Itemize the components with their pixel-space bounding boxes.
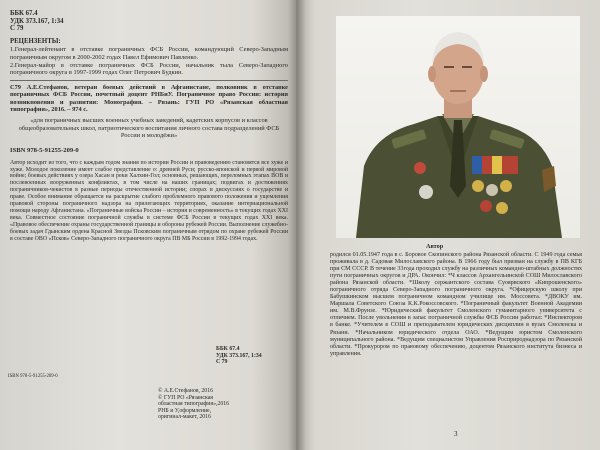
reviewer-1: 1.Генерал-лейтенант в отставке пограничных ФСБ России, командующий Северо-Западным пограничным округом в 2000-2002 годах Павел Ефимович Павленко.	[10, 46, 288, 61]
right-page	[296, 0, 600, 450]
page-number: 3	[454, 430, 458, 438]
book-gutter	[288, 0, 306, 450]
footer-isbn: ISBN 978-5-91255-209-0	[8, 374, 58, 379]
bibliographic-abstract: С79 А.Е.Стефанов, ветеран боевых действий в Афганистане, полковник в отставке пограничных ФСБ России, почетный доцент РНБиУ. Пограничное право России: история возникновения и развития: Монография. – Рязань: ГУП РО «Рязанская областная типография», 2016. – 974 с.	[10, 84, 288, 114]
copyright-line: РНБ и У,оформление,	[158, 407, 212, 414]
bbk-line: ББК 67.4	[10, 10, 38, 17]
bbk-block	[10, 10, 288, 33]
index-line: С 79	[10, 25, 24, 33]
copyright-line: © ГУП РО «Рязанская	[158, 394, 213, 401]
copyright-line: оригинал-макет, 2016	[158, 414, 211, 421]
reviewers-heading: РЕЦЕНЗЕНТЫ:	[10, 37, 61, 45]
isbn: ISBN 978-5-91255-209-0	[10, 147, 79, 155]
footer-bbk	[216, 346, 262, 366]
footer-udk-line: УДК 373.167, 1:34	[216, 352, 262, 359]
footer-bbk-line: ББК 67.4	[216, 346, 240, 352]
author-biography: родился 01.05.1947 года в с. Боровое Скопинского района Рязанской области. С 1949 года семья проживала в д. Садовая Милославского района. В 1966 году был призван на службу в ПВ КГБ при СМ СССР. В течение 33года проходил службу на различных командно-штабных должностях пути пограничных округов и ДРА. Окончил: *Ч классов Архангельинской СОШ Милославского района Рязанской области. *Школу сержантского состава Суоярвского «Кипрошенского» пограничного отряда Северо-Западного пограничного округа. *Офицерскую школу при Бабушкинском высшем пограничном командном училище им. Моссовета. *ДВОКУ им. Маршала Советского Союза К.К.Рокоссовского. *Пограничный факультет Военной Академии им. М.В.Фрунзе. *Юридический факультет Смоленского гуманитарного университета с отличием. После увольнения в запас пограничной службы ФСБ России работал: *Инспектором в банке. *Учителем в СОШ и преподавателем юридических дисциплин в вузах Смоленска и Рязани. *Начальником юридического отдела ОАО. *Ведущим юристом Смоленского муниципального района. *Ведущим специалистом Управления Росприроднадзора по Рязанской области. *Прокурором по правовому обеспечению, доцентом Рязанского института бизнеса и управления.	[330, 252, 582, 357]
intended-audience: «для пограничных высших военных учебных заведений, кадетских корпусов и классов общеобразовательных школ, патриотического воспитания личного состава подразделений ФСБ России и молодёжи»	[18, 117, 280, 139]
left-page-footer	[8, 346, 290, 450]
footer-index-line: С 79	[216, 359, 228, 366]
copyright-block	[158, 388, 229, 421]
left-page	[0, 0, 296, 450]
author-heading: Автор	[426, 243, 444, 250]
copyright-line: © А.Е.Стефанов, 2016	[158, 388, 214, 394]
author-portrait-illustration	[336, 16, 580, 238]
udk-line: УДК 373.167, 1:34	[10, 17, 64, 25]
divider-rule	[10, 80, 288, 81]
author-portrait	[336, 16, 580, 238]
reviewer-2: 2.Генерал-майор в отставке пограничных ФСБ России, начальник тыла Северо-Западного пограничного округа в 1997-1999 годах Олег Петрович Будкин.	[10, 61, 288, 76]
annotation-text: Автор исходит из того, что с каждым годом знания по истории России и правоведению становятся все хуже и хуже. Молодое поколение имеет слабое представление о: древней Руси; русско-японской и первой мировой войне; боевых действиях у озера Хасан и реки Халхин-Гол; основных, решающих, переломных этапах ВОВ и послевоенных вооруженных конфликтах, в том числе на наших границах; подвигах и достижениях пограничников-чекистов в разные периоды отечественной истории; спорах и дискуссиях о государстве и праве. Особое внимание обращается на раскрытие слабого проблемного правового положения и ущемления правовой стороны пограничного надзора на прилегающих территориях, оказание интернациональной помощи народу Афганистана. «Пограничные войска России – история и современность» в текущих годах XXI века. Совместное состояние пограничной службы в системе ФСБ России в текущих годах XXI века. «Правовое обеспечение охраны государственной границы и обороны рубежей России. Выполнение служебно-боевых задач Гдынским ордена Красной Звезды Псковским пограничным отрядом по охране рубежей России в составе ОВО «Псков» Северо-Западного пограничного округа ПВ МБ России в 1992-1994 годах.	[10, 159, 288, 242]
copyright-line: областная типография»,2016	[158, 401, 230, 408]
